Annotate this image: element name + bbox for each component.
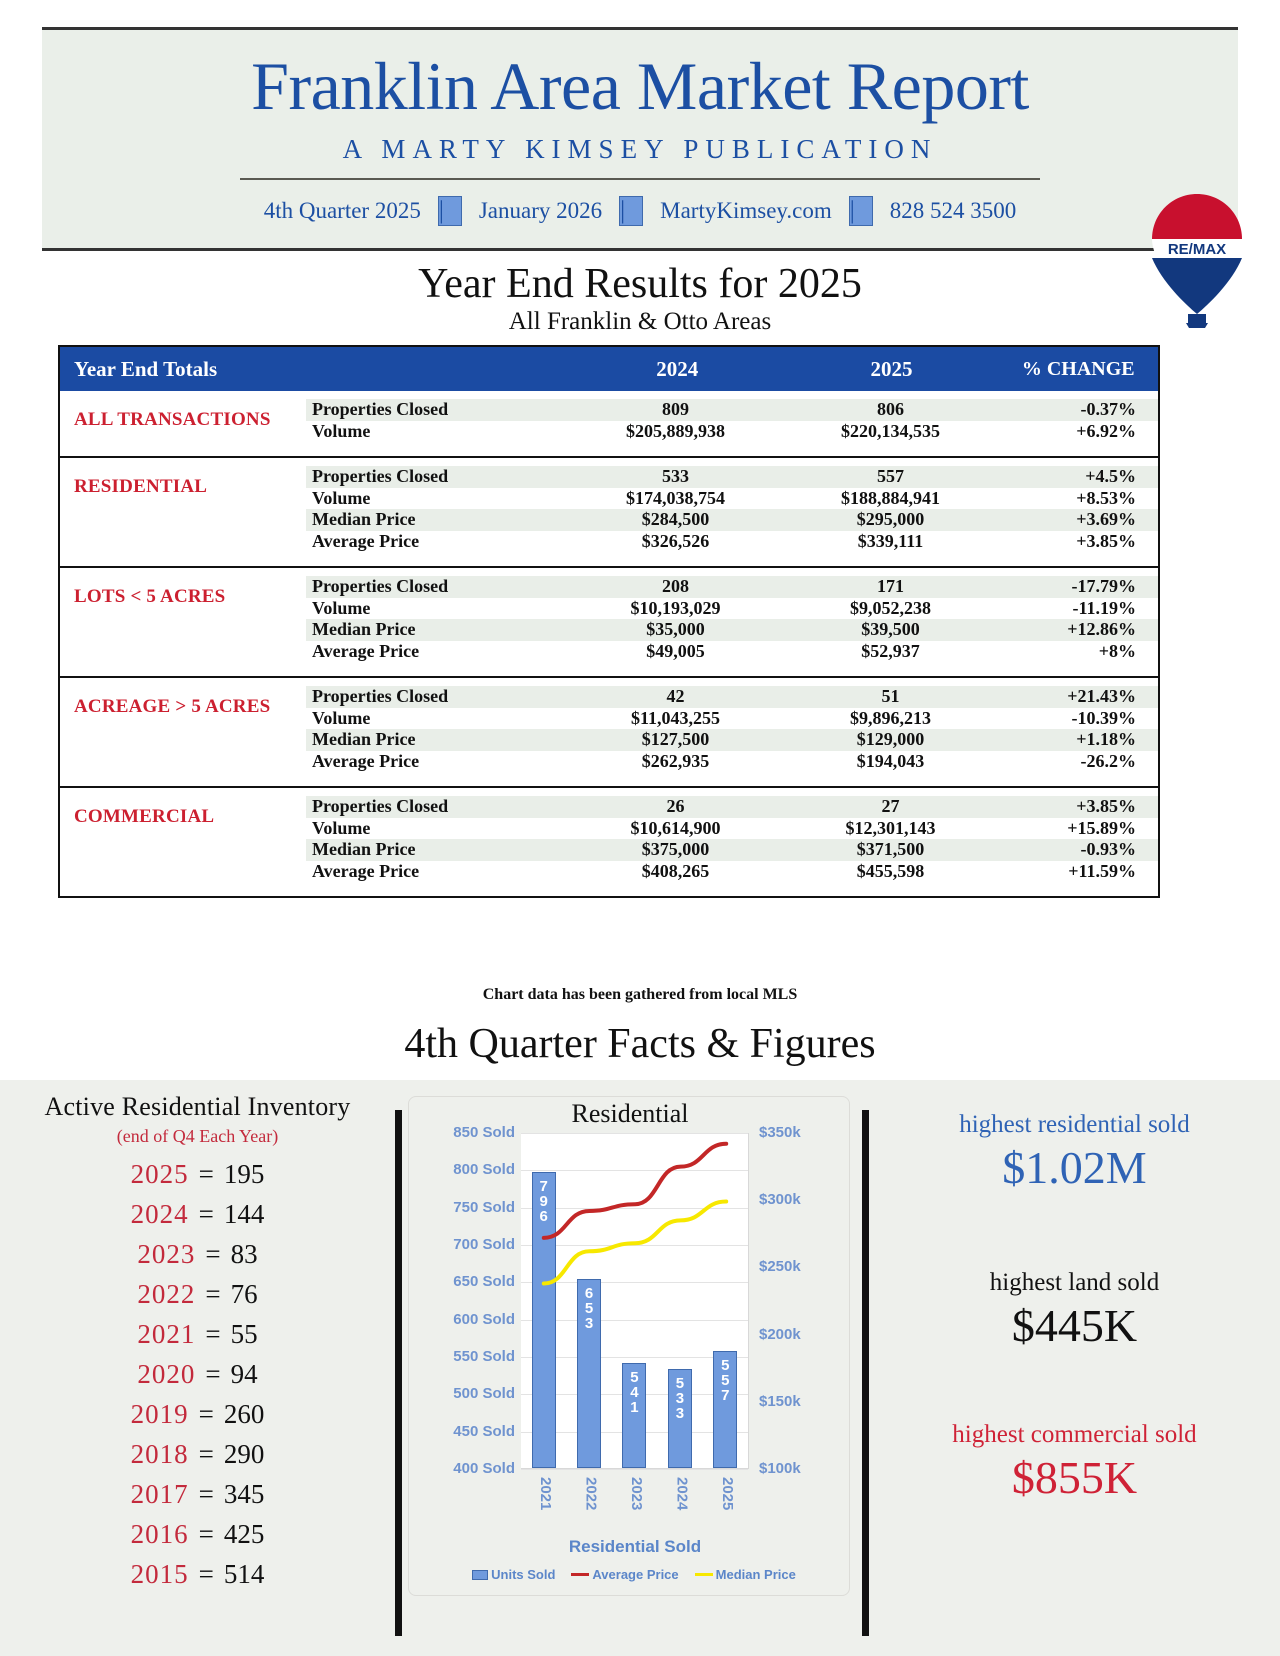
inventory-year: 2016 xyxy=(130,1519,189,1549)
cell-2025: 27 xyxy=(881,796,900,817)
chart-left-tick: 700 Sold xyxy=(453,1236,515,1253)
inventory-value: 76 xyxy=(230,1279,258,1309)
table-section-inner xyxy=(60,568,1158,676)
table-row xyxy=(306,729,1158,751)
inventory-row xyxy=(0,1194,395,1234)
cell-change: +15.89% xyxy=(1067,817,1136,838)
inventory-year: 2022 xyxy=(137,1279,196,1309)
cell-2025: 171 xyxy=(877,576,904,597)
table-row xyxy=(306,509,1158,531)
mls-source-note: Chart data has been gathered from local MLS xyxy=(482,986,798,1003)
chart-x-axis-title: Residential Sold xyxy=(568,1537,702,1556)
cell-metric: Properties Closed xyxy=(312,466,449,487)
chart-left-tick: 550 Sold xyxy=(453,1348,515,1365)
inventory-row xyxy=(0,1314,395,1354)
chart-left-tick: 800 Sold xyxy=(453,1161,515,1179)
bottom-panel xyxy=(0,1080,1280,1656)
cell-2025: $295,000 xyxy=(856,509,925,530)
cell-2024: 42 xyxy=(666,686,685,707)
chart-bar-label: 5 3 3 xyxy=(675,1374,685,1422)
cell-2025: 557 xyxy=(877,466,904,487)
table-row xyxy=(306,576,1158,598)
cell-metric: Volume xyxy=(312,817,371,838)
legend-item[interactable] xyxy=(472,1567,555,1582)
chart-left-tick: 600 Sold xyxy=(453,1310,515,1328)
cell-metric: Average Price xyxy=(312,860,420,881)
inventory-row xyxy=(0,1514,395,1554)
table-section-inner xyxy=(60,458,1158,566)
fact-label: highest residential sold xyxy=(959,1111,1190,1138)
chart-line-average-price xyxy=(544,1144,726,1238)
table-section-name: ACREAGE > 5 ACRES xyxy=(74,696,271,717)
inventory-equals: = xyxy=(198,1559,214,1589)
cell-2025: $9,052,238 xyxy=(850,597,931,618)
chart-gridline xyxy=(521,1469,748,1470)
meta-website[interactable]: MartyKimsey.com xyxy=(660,198,832,223)
panel-divider-right xyxy=(862,1110,869,1636)
year-end-table xyxy=(58,345,1160,898)
cell-2025: $188,884,941 xyxy=(841,487,940,508)
table-row xyxy=(306,686,1158,708)
cell-change: +12.86% xyxy=(1067,619,1136,640)
cell-change: +1.18% xyxy=(1076,729,1136,750)
cell-2025: $52,937 xyxy=(861,640,920,661)
inventory-equals: = xyxy=(198,1519,214,1549)
cell-change: +8.53% xyxy=(1076,487,1136,508)
meta-separator-2: | xyxy=(619,196,643,226)
meta-month: January 2026 xyxy=(478,198,603,223)
chart-x-tick: 2025 xyxy=(719,1477,737,1511)
legend-item[interactable] xyxy=(571,1567,678,1582)
cell-2024: $262,935 xyxy=(641,750,710,771)
table-section-rows xyxy=(306,466,1158,552)
inventory-equals: = xyxy=(198,1399,214,1429)
cell-2024: $284,500 xyxy=(641,509,710,530)
table-row xyxy=(306,796,1158,818)
residential-chart xyxy=(408,1096,850,1596)
chart-bar-label: 7 9 6 xyxy=(539,1178,548,1226)
inventory-value: 290 xyxy=(223,1439,265,1469)
meta-phone: 828 524 3500 xyxy=(889,198,1017,223)
chart-bar-label: 6 5 3 xyxy=(584,1285,594,1333)
meta-separator-1: | xyxy=(438,196,462,226)
cell-metric: Median Price xyxy=(312,839,416,860)
meta-quarter: 4th Quarter 2025 xyxy=(263,198,421,223)
table-row xyxy=(306,598,1158,620)
meta-separator-3: | xyxy=(849,196,873,226)
chart-column xyxy=(402,1080,862,1656)
table-section-name: LOTS < 5 ACRES xyxy=(74,586,226,607)
cell-metric: Volume xyxy=(312,707,371,728)
cell-2025: $339,111 xyxy=(857,530,924,551)
table-row xyxy=(306,421,1158,443)
cell-2024: $375,000 xyxy=(641,839,710,860)
cell-2025: $371,500 xyxy=(856,839,925,860)
chart-left-tick: 500 Sold xyxy=(453,1385,515,1403)
cell-metric: Median Price xyxy=(312,509,416,530)
inventory-year: 2017 xyxy=(130,1479,189,1509)
year-end-title: Year End Results for 2025 xyxy=(418,261,862,307)
inventory-list xyxy=(0,1147,395,1594)
fact-block xyxy=(869,1420,1280,1506)
table-section xyxy=(60,391,1158,458)
publication-subtitle: A MARTY KIMSEY PUBLICATION xyxy=(342,134,938,164)
chart-right-tick: $150k xyxy=(759,1392,801,1410)
chart-line-median-price xyxy=(544,1202,726,1284)
chart-bar-label: 5 4 1 xyxy=(630,1368,639,1416)
legend-swatch-line xyxy=(571,1573,589,1576)
cell-change: -26.2% xyxy=(1080,750,1136,771)
table-section-rows xyxy=(306,796,1158,882)
cell-metric: Properties Closed xyxy=(312,399,449,420)
table-section-rows xyxy=(306,399,1158,442)
cell-2024: 208 xyxy=(662,576,689,597)
inventory-value: 144 xyxy=(223,1199,265,1229)
chart-right-tick: $300k xyxy=(759,1191,801,1209)
chart-right-tick: $250k xyxy=(759,1258,801,1276)
chart-x-tick: 2023 xyxy=(628,1477,645,1511)
cell-change: +3.85% xyxy=(1076,530,1136,551)
cell-2024: $35,000 xyxy=(646,619,705,640)
fact-value: $1.02M xyxy=(1002,1142,1147,1193)
inventory-row xyxy=(0,1434,395,1474)
inventory-year: 2015 xyxy=(130,1559,189,1589)
col-header-2024: 2024 xyxy=(656,356,699,381)
table-section-name: ALL TRANSACTIONS xyxy=(74,409,271,430)
cell-2024: $174,038,754 xyxy=(626,487,725,508)
table-row xyxy=(306,488,1158,510)
table-section-name: RESIDENTIAL xyxy=(74,476,208,497)
cell-change: +3.85% xyxy=(1076,796,1136,817)
inventory-equals: = xyxy=(198,1479,214,1509)
table-section xyxy=(60,788,1158,896)
col-header-2025: 2025 xyxy=(870,356,913,381)
inventory-equals: = xyxy=(198,1199,214,1229)
inventory-row xyxy=(0,1474,395,1514)
chart-left-tick: 450 Sold xyxy=(453,1422,515,1440)
inventory-value: 83 xyxy=(230,1239,258,1269)
table-section-inner xyxy=(60,678,1158,786)
legend-label: Units Sold xyxy=(491,1567,556,1582)
q4-facts-title: 4th Quarter Facts & Figures xyxy=(404,1021,876,1067)
inventory-row xyxy=(0,1354,395,1394)
inventory-value: 514 xyxy=(223,1559,265,1589)
table-section xyxy=(60,678,1158,788)
cell-metric: Properties Closed xyxy=(312,576,449,597)
cell-2024: $127,500 xyxy=(641,729,710,750)
legend-swatch-line xyxy=(695,1573,713,1576)
svg-text:RE/MAX: RE/MAX xyxy=(1167,241,1227,258)
cell-change: +11.59% xyxy=(1068,860,1136,881)
table-section-rows xyxy=(306,576,1158,662)
cell-metric: Properties Closed xyxy=(312,686,449,707)
chart-right-tick: $350k xyxy=(759,1124,801,1141)
cell-metric: Volume xyxy=(312,420,371,441)
inventory-row xyxy=(0,1234,395,1274)
chart-right-tick: $200k xyxy=(759,1325,801,1343)
table-row xyxy=(306,399,1158,421)
fact-label: highest land sold xyxy=(989,1269,1160,1296)
cell-2024: $10,193,029 xyxy=(630,597,721,618)
inventory-equals: = xyxy=(198,1439,214,1469)
cell-2025: $455,598 xyxy=(856,860,925,881)
chart-line-series xyxy=(521,1133,749,1469)
inventory-value: 345 xyxy=(223,1479,265,1509)
table-row xyxy=(306,531,1158,553)
chart-x-tick: 2022 xyxy=(582,1477,600,1511)
cell-metric: Median Price xyxy=(312,619,416,640)
cell-2024: 533 xyxy=(662,466,689,487)
inventory-value: 195 xyxy=(223,1159,265,1189)
cell-change: -11.19% xyxy=(1072,597,1136,618)
cell-2024: 26 xyxy=(666,796,685,817)
cell-metric: Properties Closed xyxy=(312,796,449,817)
cell-metric: Average Price xyxy=(312,640,420,661)
inventory-subheading: (end of Q4 Each Year) xyxy=(116,1126,279,1146)
cell-2025: $194,043 xyxy=(856,750,925,771)
col-header-change: % CHANGE xyxy=(1021,357,1135,380)
table-section-rows xyxy=(306,686,1158,772)
chart-left-tick: 650 Sold xyxy=(453,1273,515,1291)
inventory-value: 55 xyxy=(230,1319,258,1349)
cell-2025: $220,134,535 xyxy=(841,420,940,441)
fact-block xyxy=(869,1110,1280,1196)
cell-2024: 809 xyxy=(662,399,689,420)
inventory-row xyxy=(0,1554,395,1594)
legend-swatch-box xyxy=(472,1570,488,1580)
inventory-row xyxy=(0,1274,395,1314)
panel-divider-left xyxy=(395,1110,402,1636)
inventory-equals: = xyxy=(205,1279,221,1309)
cell-change: +8% xyxy=(1098,640,1136,661)
table-header-row xyxy=(60,347,1158,391)
inventory-year: 2025 xyxy=(130,1159,189,1189)
facts-column xyxy=(869,1080,1280,1656)
table-section xyxy=(60,568,1158,678)
cell-metric: Volume xyxy=(312,487,371,508)
masthead xyxy=(42,27,1238,258)
year-end-subtitle: All Franklin & Otto Areas xyxy=(508,308,772,335)
cell-change: -17.79% xyxy=(1071,576,1136,597)
chart-legend xyxy=(449,1567,819,1582)
chart-left-tick: 850 Sold xyxy=(453,1124,515,1141)
fact-block xyxy=(869,1268,1280,1354)
inventory-equals: = xyxy=(205,1239,221,1269)
inventory-value: 94 xyxy=(230,1359,258,1389)
masthead-meta xyxy=(42,180,1238,226)
inventory-value: 260 xyxy=(223,1399,265,1429)
cell-metric: Volume xyxy=(312,597,371,618)
chart-left-tick: 750 Sold xyxy=(453,1198,515,1216)
cell-2024: $10,614,900 xyxy=(630,817,721,838)
cell-2024: $326,526 xyxy=(641,530,710,551)
chart-plot-area xyxy=(521,1133,749,1469)
chart-title: Residential xyxy=(571,1099,689,1128)
inventory-year: 2024 xyxy=(130,1199,189,1229)
table-row xyxy=(306,861,1158,883)
table-row xyxy=(306,641,1158,663)
cell-change: +3.69% xyxy=(1076,509,1136,530)
cell-change: -0.93% xyxy=(1080,839,1136,860)
table-row xyxy=(306,708,1158,730)
chart-x-tick: 2021 xyxy=(536,1477,554,1511)
table-row xyxy=(306,751,1158,773)
cell-2025: $39,500 xyxy=(861,619,920,640)
cell-2024: $49,005 xyxy=(646,640,705,661)
cell-change: -10.39% xyxy=(1071,707,1136,728)
cell-2025: 806 xyxy=(877,399,904,420)
inventory-equals: = xyxy=(205,1359,221,1389)
inventory-value: 425 xyxy=(223,1519,265,1549)
chart-right-tick: $100k xyxy=(759,1460,801,1477)
cell-change: +6.92% xyxy=(1076,420,1136,441)
inventory-equals: = xyxy=(198,1159,214,1189)
inventory-row xyxy=(0,1394,395,1434)
col-header-label: Year End Totals xyxy=(74,356,218,381)
chart-left-tick: 400 Sold xyxy=(453,1460,515,1477)
legend-label: Median Price xyxy=(715,1567,796,1582)
table-section xyxy=(60,458,1158,568)
cell-2024: $408,265 xyxy=(641,860,710,881)
chart-x-tick: 2024 xyxy=(673,1477,691,1511)
cell-2025: 51 xyxy=(881,686,900,707)
cell-2025: $9,896,213 xyxy=(850,707,931,728)
inventory-year: 2018 xyxy=(130,1439,189,1469)
table-section-inner xyxy=(60,391,1158,456)
inventory-year: 2023 xyxy=(137,1239,196,1269)
cell-change: -0.37% xyxy=(1080,399,1136,420)
inventory-year: 2021 xyxy=(137,1319,196,1349)
legend-label: Average Price xyxy=(592,1567,679,1582)
cell-metric: Median Price xyxy=(312,729,416,750)
cell-metric: Average Price xyxy=(312,750,420,771)
table-row xyxy=(306,839,1158,861)
page-title: Franklin Area Market Report xyxy=(251,48,1029,124)
inventory-column xyxy=(0,1080,395,1656)
legend-item[interactable] xyxy=(695,1567,796,1582)
cell-2025: $12,301,143 xyxy=(845,817,936,838)
fact-label: highest commercial sold xyxy=(952,1421,1197,1448)
inventory-row xyxy=(0,1154,395,1194)
cell-2025: $129,000 xyxy=(856,729,925,750)
cell-change: +21.43% xyxy=(1067,686,1136,707)
table-row xyxy=(306,466,1158,488)
cell-metric: Average Price xyxy=(312,530,420,551)
table-row xyxy=(306,619,1158,641)
fact-value: $445K xyxy=(1011,1300,1138,1351)
table-row xyxy=(306,818,1158,840)
inventory-year: 2019 xyxy=(130,1399,189,1429)
table-section-name: COMMERCIAL xyxy=(74,806,215,827)
fact-value: $855K xyxy=(1011,1452,1138,1503)
chart-bar-label: 5 5 7 xyxy=(721,1356,730,1404)
cell-2024: $205,889,938 xyxy=(626,420,725,441)
inventory-heading: Active Residential Inventory xyxy=(44,1092,351,1121)
table-section-inner xyxy=(60,788,1158,896)
inventory-year: 2020 xyxy=(137,1359,196,1389)
inventory-equals: = xyxy=(205,1319,221,1349)
cell-change: +4.5% xyxy=(1085,466,1136,487)
table-body xyxy=(60,391,1158,896)
cell-2024: $11,043,255 xyxy=(630,707,720,728)
